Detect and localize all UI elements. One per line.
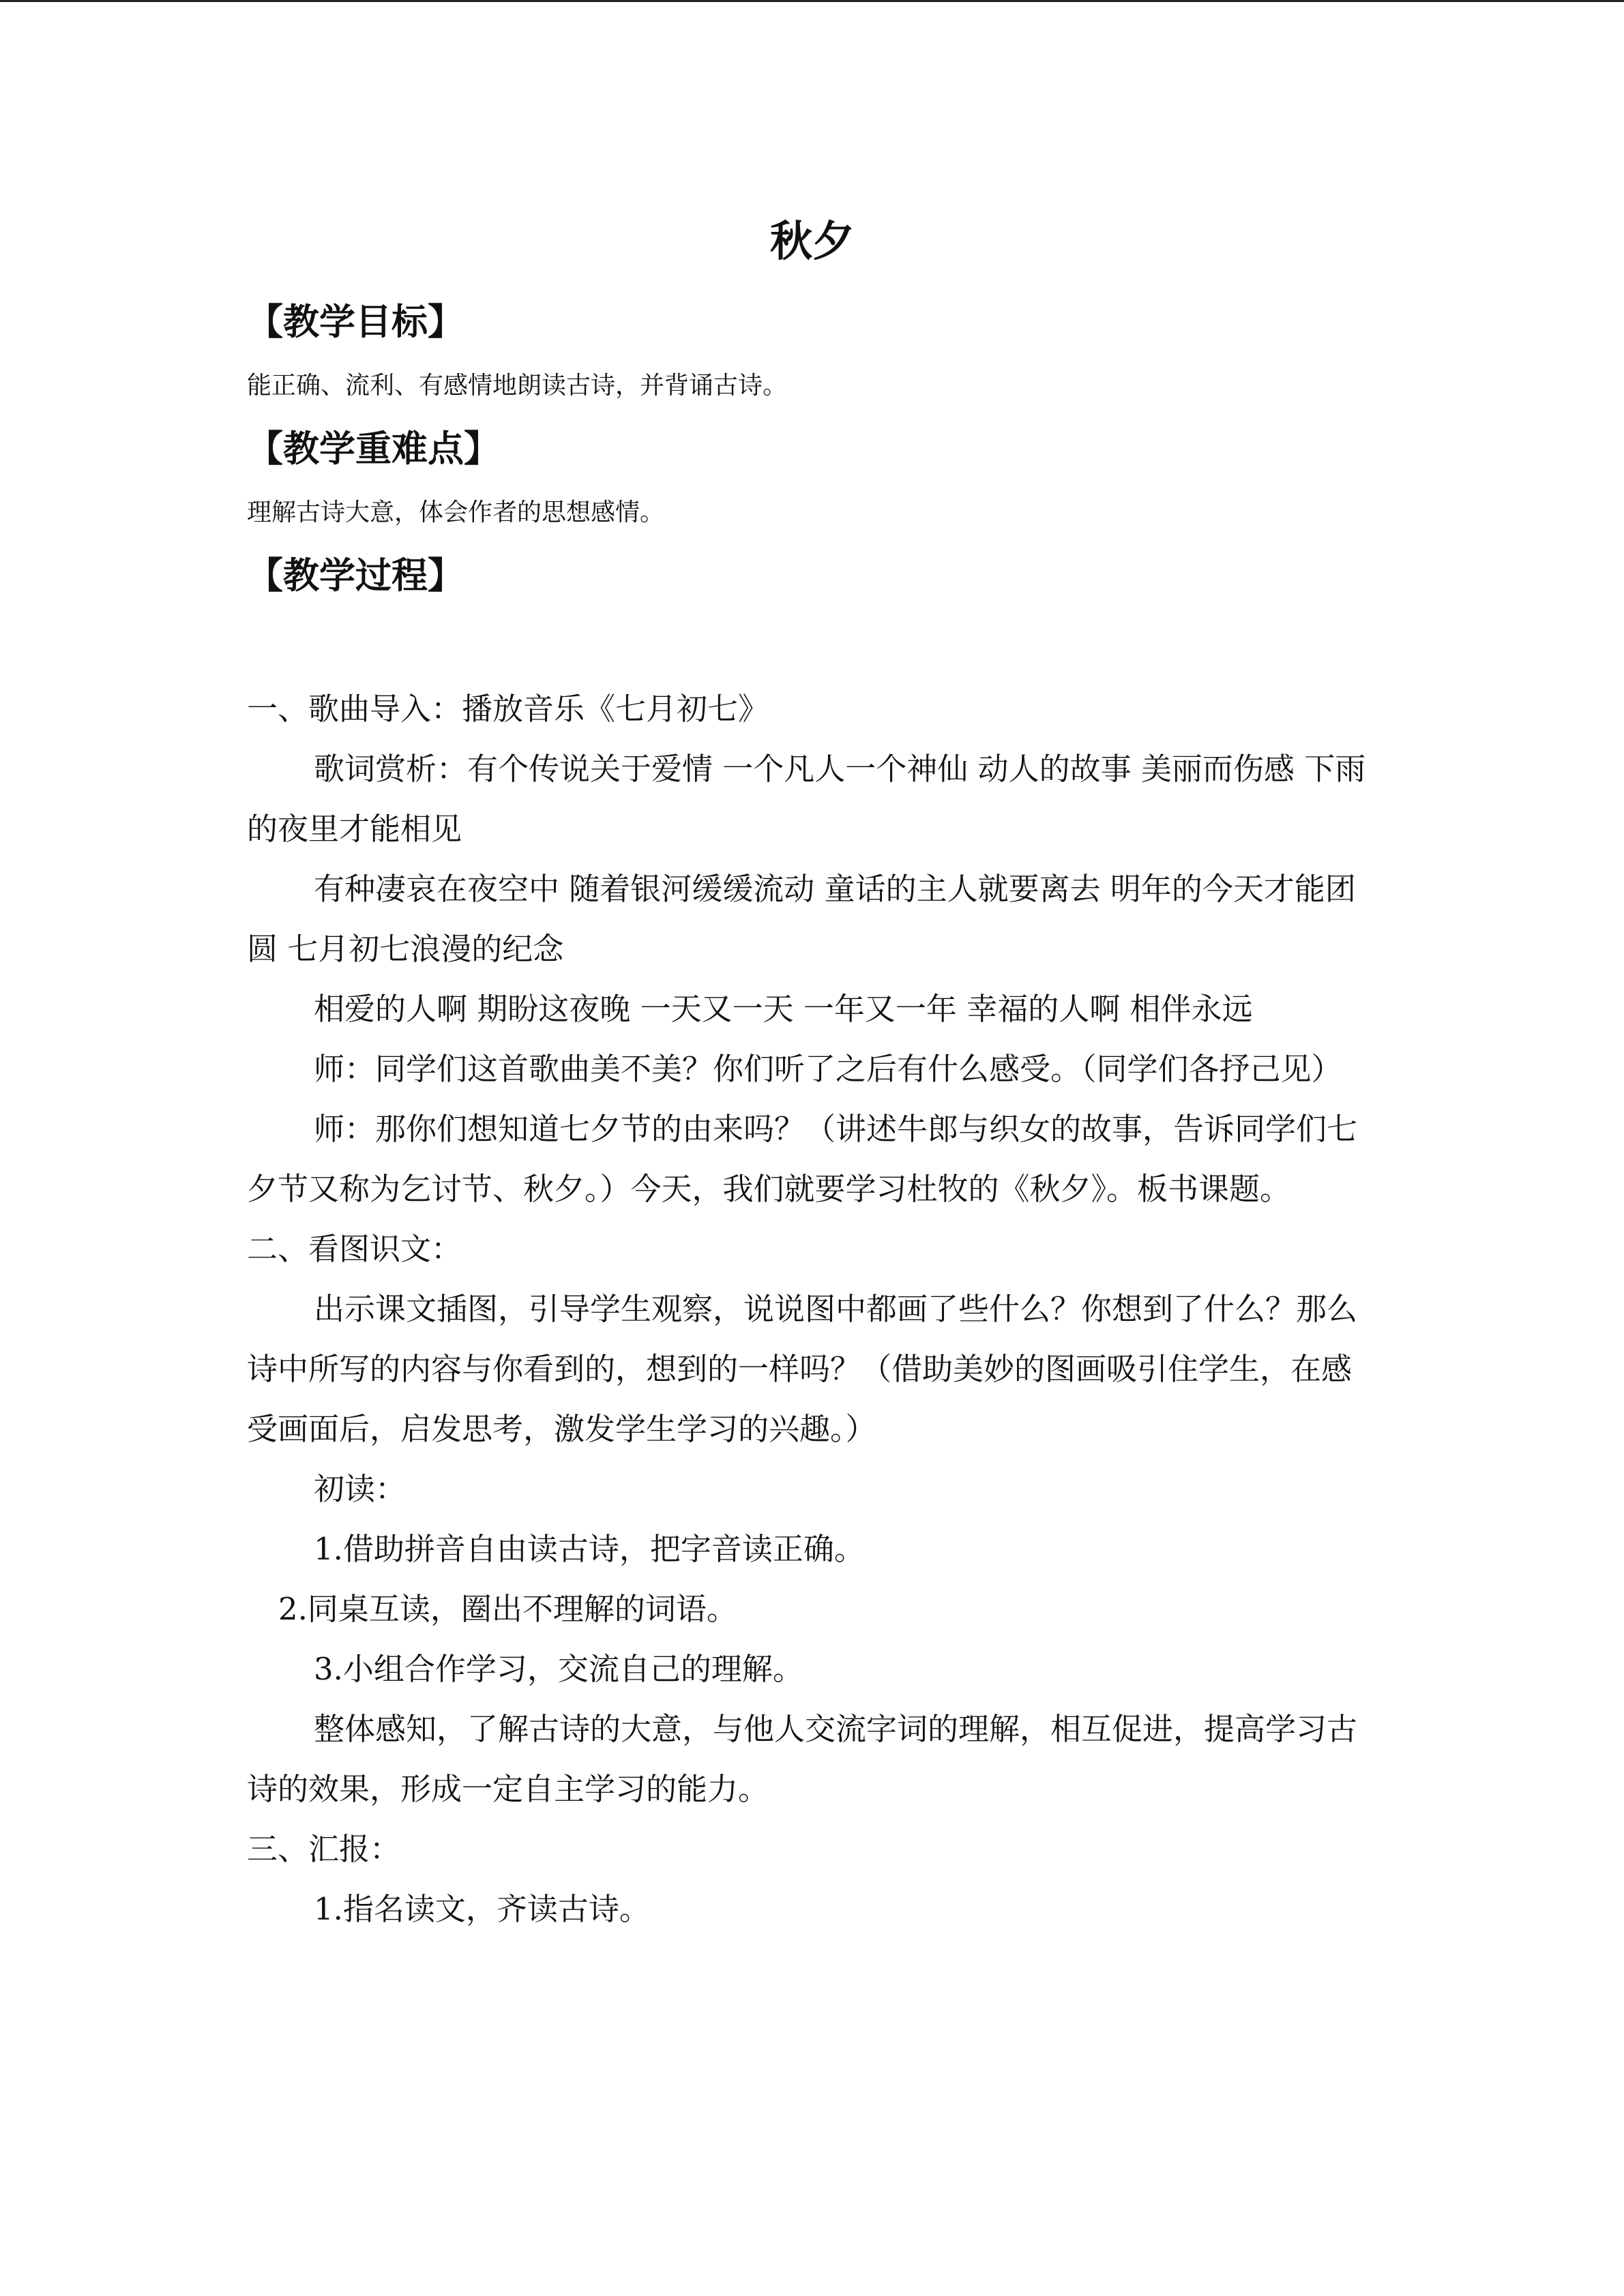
keypoints-text: 理解古诗大意，体会作者的思想感情。 — [247, 498, 665, 526]
step-2: 2.同桌互读，圈出不理解的词语。 — [278, 1591, 737, 1627]
lyrics-paragraph-3: 相爱的人啊 期盼这夜晚 一天又一天 一年又一年 幸福的人啊 相伴永远 — [314, 991, 1253, 1027]
document-title: 秋夕 — [769, 216, 855, 266]
lyrics-paragraph-2: 有种凄哀在夜空中 随着银河缓缓流动 童话的主人就要离去 明年的今天才能团圆 七月初七浪漫的纪念 — [247, 871, 1356, 967]
keypoints-heading: 【教学重难点】 — [247, 428, 500, 470]
section-three-heading: 三、汇报： — [247, 1831, 401, 1867]
report-step-1: 1.指名读文，齐读古诗。 — [314, 1891, 650, 1927]
step-3: 3.小组合作学习，交流自己的理解。 — [314, 1651, 803, 1687]
teacher-question-2: 师：那你们想知道七夕节的由来吗？（讲述牛郎与织女的故事，告诉同学们七夕节又称为乞讨节、秋夕。）今天，我们就要学习杜牧的《秋夕》。板书课题。 — [247, 1111, 1358, 1207]
illustration-paragraph: 出示课文插图，引导学生观察，说说图中都画了些什么？你想到了什么？那么诗中所写的内容与你看到的，想到的一样吗？（借助美妙的图画吸引住学生，在感受画面后，启发思考，激发学生学习的兴趣。） — [247, 1291, 1358, 1447]
first-read-label: 初读： — [314, 1471, 407, 1507]
top-border-line — [0, 0, 1624, 2]
section-one-heading: 一、歌曲导入：播放音乐《七月初七》 — [247, 691, 769, 727]
process-heading: 【教学过程】 — [247, 555, 464, 597]
document-page — [247, 205, 1378, 1939]
section-spacer — [247, 606, 1378, 679]
step-1: 1.借助拼音自由读古诗，把字音读正确。 — [314, 1531, 865, 1567]
teacher-question-1: 师：同学们这首歌曲美不美？你们听了之后有什么感受。（同学们各抒己见） — [314, 1051, 1342, 1087]
objectives-heading: 【教学目标】 — [247, 301, 464, 343]
overall-perception: 整体感知，了解古诗的大意，与他人交流字词的理解，相互促进，提高学习古诗的效果，形成一定自主学习的能力。 — [247, 1711, 1358, 1807]
section-two-heading: 二、看图识文： — [247, 1231, 462, 1267]
objectives-text: 能正确、流利、有感情地朗读古诗，并背诵古诗。 — [247, 372, 788, 400]
lyrics-paragraph-1: 歌词赏析：有个传说关于爱情 一个凡人一个神仙 动人的故事 美丽而伤感 下雨的夜里才能相见 — [247, 751, 1366, 847]
